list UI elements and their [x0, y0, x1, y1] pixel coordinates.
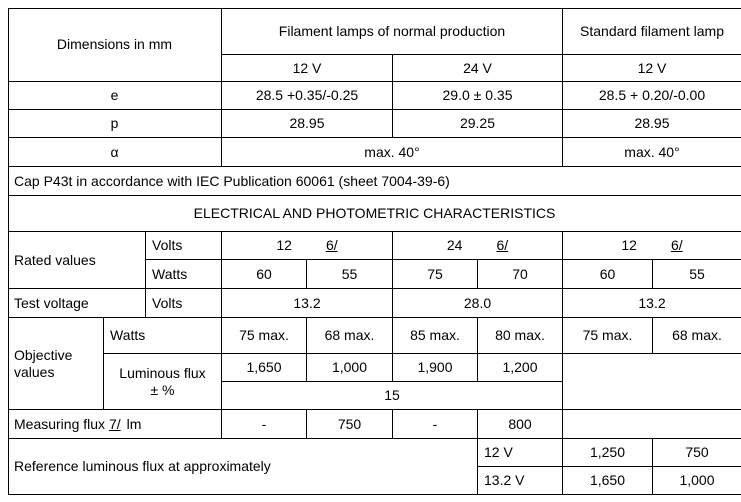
objective-watts-cell: 68 max.	[307, 318, 393, 354]
standard-voltage-header: 12 V	[563, 55, 741, 82]
rated-values-label: Rated values	[8, 232, 146, 289]
reference-flux-cell: 1,250	[563, 439, 653, 467]
rated-watts-cell: 55	[653, 260, 741, 289]
rated-volts-label: Volts	[146, 232, 222, 260]
row-p-standard: 28.95	[563, 110, 741, 138]
luminous-flux-text: Luminous flux	[119, 364, 206, 381]
rated-watts-cell: 60	[563, 260, 653, 289]
reference-flux-cell: 1,650	[563, 467, 653, 495]
row-e-24v: 29.0 ± 0.35	[393, 82, 563, 110]
row-e-label: e	[8, 82, 222, 110]
voltage-12-header: 12 V	[222, 55, 393, 82]
rated-volts-12-value: 12	[276, 237, 292, 253]
rated-watts-cell: 60	[222, 260, 307, 289]
standard-lamp-header: Standard filament lamp	[563, 8, 741, 55]
luminous-flux-standard-empty	[563, 354, 741, 410]
row-alpha-standard: max. 40°	[563, 138, 741, 167]
luminous-flux-cell: 1,200	[478, 354, 563, 382]
test-voltage-value: 28.0	[393, 289, 563, 318]
rated-volts-24-value: 24	[446, 237, 463, 253]
measuring-flux-unit: lm	[126, 415, 142, 432]
measuring-flux-cell: 800	[478, 410, 563, 439]
luminous-flux-tolerance-text: ± %	[150, 381, 175, 398]
test-voltage-label: Test voltage	[8, 289, 146, 318]
row-alpha-label: α	[8, 138, 222, 167]
test-voltage-value: 13.2	[222, 289, 393, 318]
rated-watts-cell: 75	[393, 260, 478, 289]
row-p-label: p	[8, 110, 222, 138]
rated-volts-12	[222, 232, 393, 260]
footnote-6-ref: 6/	[496, 237, 509, 253]
reference-voltage-13-2: 13.2 V	[478, 467, 563, 495]
rated-watts-label: Watts	[146, 260, 222, 289]
measuring-flux-cell: 750	[307, 410, 393, 439]
luminous-flux-cell: 1,000	[307, 354, 393, 382]
objective-values-label: Objective values	[8, 318, 104, 410]
row-e-12v: 28.5 +0.35/-0.25	[222, 82, 393, 110]
rated-volts-24	[393, 232, 563, 260]
cap-note: Cap P43t in accordance with IEC Publication 60061 (sheet 7004-39-6)	[8, 167, 741, 196]
row-p-24v: 29.25	[393, 110, 563, 138]
measuring-flux-cell: -	[393, 410, 478, 439]
luminous-flux-cell: 1,900	[393, 354, 478, 382]
objective-watts-cell: 80 max.	[478, 318, 563, 354]
objective-watts-cell: 68 max.	[653, 318, 741, 354]
test-voltage-unit: Volts	[146, 289, 222, 318]
reference-flux-cell: 1,000	[653, 467, 741, 495]
footnote-6-ref: 6/	[670, 237, 683, 253]
measuring-flux-cell: -	[222, 410, 307, 439]
voltage-24-header: 24 V	[393, 55, 563, 82]
objective-watts-cell: 75 max.	[222, 318, 307, 354]
reference-flux-cell: 750	[653, 439, 741, 467]
footnote-7-ref: 7/	[108, 415, 121, 432]
luminous-flux-tolerance: 15	[222, 382, 563, 410]
test-voltage-value: 13.2	[563, 289, 741, 318]
footnote-6-ref: 6/	[325, 237, 338, 253]
dimensions-header: Dimensions in mm	[8, 8, 222, 82]
measuring-flux-label	[8, 410, 222, 439]
section-title: ELECTRICAL AND PHOTOMETRIC CHARACTERISTICS	[8, 196, 741, 232]
measuring-flux-standard-empty	[563, 410, 741, 439]
row-alpha-normal: max. 40°	[222, 138, 563, 167]
filament-normal-header: Filament lamps of normal production	[222, 8, 563, 55]
measuring-flux-text: Measuring flux	[14, 415, 106, 432]
rated-volts-12-std-value: 12	[621, 237, 637, 253]
luminous-flux-label	[104, 354, 222, 410]
objective-watts-cell: 85 max.	[393, 318, 478, 354]
rated-watts-cell: 55	[307, 260, 393, 289]
row-p-12v: 28.95	[222, 110, 393, 138]
objective-watts-cell: 75 max.	[563, 318, 653, 354]
reference-flux-label: Reference luminous flux at approximately	[8, 439, 478, 495]
reference-voltage-12: 12 V	[478, 439, 563, 467]
rated-volts-12-std	[563, 232, 741, 260]
row-e-standard: 28.5 + 0.20/-0.00	[563, 82, 741, 110]
luminous-flux-cell: 1,650	[222, 354, 307, 382]
rated-watts-cell: 70	[478, 260, 563, 289]
objective-watts-label: Watts	[104, 318, 222, 354]
